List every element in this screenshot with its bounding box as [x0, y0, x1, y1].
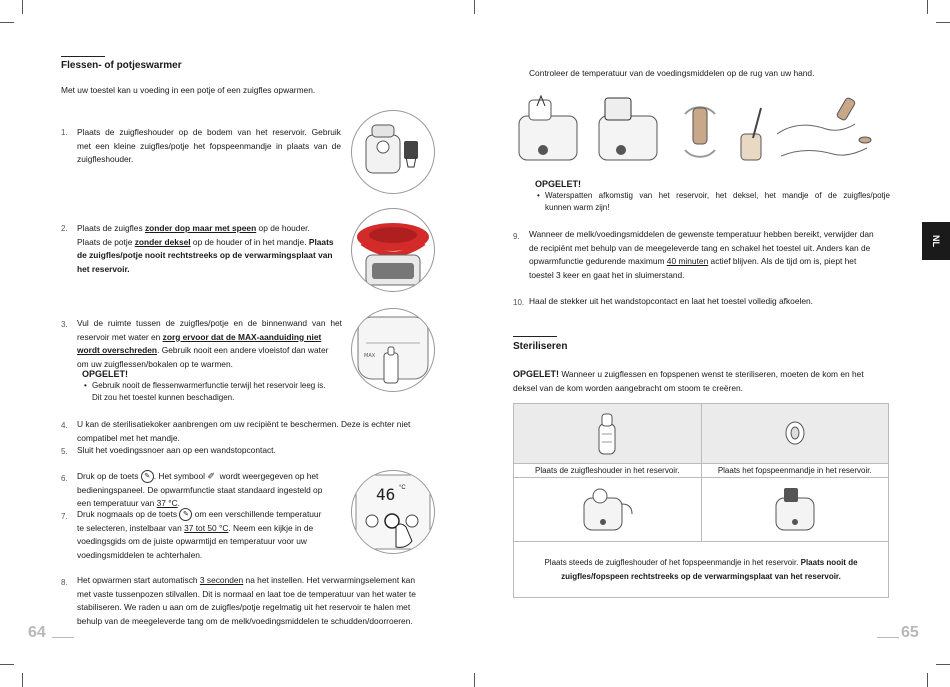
step-2-text [77, 222, 343, 276]
text-emphasis: Plaats [308, 236, 334, 247]
step-2-illustration [351, 208, 435, 292]
right-page [475, 0, 950, 687]
text-emphasis: Plaats nooit de [800, 558, 858, 567]
step-4-line: compatibel met het mandje. [77, 432, 180, 443]
text-emphasis: wordt overschreden [77, 345, 158, 356]
text: Plaats de potje [77, 236, 135, 247]
section-title: Steriliseren [513, 341, 568, 352]
step-number: 1. [61, 128, 68, 137]
warning-bullet: • [84, 381, 87, 390]
step-1-line: met een kleine zuigfles/potje het fopspeenmandje in plaats van de [77, 140, 341, 151]
step-1-illustration [351, 110, 435, 194]
warmer-key-icon: ✎ [141, 470, 154, 483]
step-3-line: Vul de ruimte tussen de zuigfles/potje en de binnenwand van het [77, 318, 342, 328]
text-emphasis: 3 seconden [199, 575, 244, 585]
text: Plaats steeds de zuigfleshouder of het fopspeenmandje in het reservoir. [544, 558, 801, 567]
step-10-text: Haal de stekker uit het wandstopcontact en laat het toestel volledig afkoelen. [529, 296, 813, 306]
step-8-line: met vaste tussenpozen stilvallen. Dit is normaal en laat toe de temperatuur van het water te [77, 588, 416, 599]
step-number: 3. [61, 320, 68, 329]
page-number-rule [877, 637, 899, 638]
warmer-illustration [599, 98, 657, 160]
step-9-text [529, 228, 889, 282]
section-rule [513, 336, 557, 337]
step-number: 4. [61, 421, 68, 430]
intro-text: Met uw toestel kan u voeding in een potje of een zuigfles opwarmen. [61, 85, 316, 95]
text: reservoir met water en [77, 331, 163, 342]
step-4-text [77, 418, 437, 445]
section-rule [61, 56, 105, 57]
step-2-line: het reservoir. [77, 263, 130, 274]
step-number: 5. [61, 447, 68, 456]
text: . Het symbool [153, 471, 205, 482]
text-emphasis: 37 °C [156, 498, 178, 509]
step-7-line: voedingsgids om de juiste opwarmtijd en temperatuur voor uw [77, 536, 307, 547]
warning-title: OPGELET! [535, 179, 582, 189]
basket-in-reservoir-illustration [766, 484, 824, 534]
warning-text [92, 380, 352, 404]
step-9-line: de recipiënt met behulp van de meegeleverde tang en schakel het toestel uit. Anders kan de [529, 242, 871, 253]
table-caption: Plaats de zuigfleshouder in het reservoir. [514, 464, 702, 478]
table-cell [514, 404, 702, 464]
step-5-text: Sluit het voedingssnoer aan op een wandstopcontact. [77, 445, 276, 455]
step-number: 7. [61, 512, 68, 521]
text: Plaats de zuigfles [77, 223, 145, 233]
text: actief blijven. Als de tijd om is, piept het [708, 256, 857, 267]
text-emphasis: OPGELET! [513, 369, 560, 379]
warning-line: Waterspatten afkomstig van het reservoir, het deksel, het mandje of de zuigfles/potje [545, 191, 890, 200]
table-cell [701, 478, 889, 542]
text-emphasis: zorg ervoor dat de MAX-aanduiding niet [162, 331, 322, 342]
text: opwarmfunctie gedurende maximum [529, 256, 667, 267]
page-number: 64 [28, 624, 46, 641]
steril-intro-line: deksel van de kom worden aangebracht om stoom te creëren. [513, 382, 743, 393]
warmer-illustration [519, 96, 577, 160]
step-number: 8. [61, 578, 68, 587]
step-number: 2. [61, 224, 68, 233]
step-3-line: om uw zuigflessen/bokalen op te warmen. [77, 358, 233, 369]
step-4-line: U kan de sterilisatiekoker aanbrengen om uw recipiënt te beschermen. Deze is echter niet [77, 419, 411, 429]
text-emphasis: zonder dop maar met speen [144, 223, 257, 233]
step-7-text [77, 508, 341, 562]
text: op de houder. [256, 223, 310, 233]
text: Druk op de toets [77, 471, 139, 482]
warning-text [545, 190, 890, 214]
holder-in-reservoir-illustration [578, 484, 636, 534]
table-cell [701, 404, 889, 464]
text: te selecteren, instelbaar van [77, 522, 185, 533]
step-number: 10. [513, 298, 525, 307]
steril-note-line: zuigfles/fopspeen rechtstreeks op de verwarmingsplaat van het reservoir. [561, 572, 841, 581]
text: Wanneer u zuigflessen en fopspenen wenst te steriliseren, moeten de kom en het [559, 369, 864, 379]
text: . [177, 498, 180, 509]
shake-bottle-illustration [685, 107, 715, 157]
step-number: 6. [61, 474, 68, 483]
bottle-icon [592, 408, 622, 458]
text: Het opwarmen start automatisch [77, 575, 200, 585]
text: . Gebruik nooit een andere vloeistof dan water [157, 345, 329, 356]
step-8-line: behulp van de meegeleverde tang om de melk/voedingsmiddelen te schudden/doorroeren. [77, 615, 413, 626]
text: . Neem een kijkje in de [228, 522, 314, 533]
check-text: Controleer de temperatuur van de voedingsmiddelen op de rug van uw hand. [529, 68, 815, 78]
step-8-text [77, 574, 437, 628]
page-number-rule [52, 637, 74, 638]
hand-test-illustration [777, 97, 871, 156]
pacifier-icon [780, 415, 810, 451]
svg-text:MAX: MAX [364, 353, 376, 359]
step-7-line: voedingsmiddelen te achterhalen. [77, 549, 203, 560]
control-panel-illustration [351, 470, 435, 554]
language-tab-label: NL [931, 235, 941, 247]
text-emphasis: 40 minuten [666, 256, 709, 267]
warning-line: Dit zou het toestel kunnen beschadigen. [92, 393, 235, 402]
step-9-line: toestel 3 keer en gaat het in sluimerstand. [529, 269, 685, 280]
text: om een verschillende temperatuur [194, 509, 322, 519]
text: Druk nogmaals op de toets [77, 509, 178, 519]
table-cell [514, 478, 702, 542]
jar-spoon-illustration [741, 108, 761, 160]
warning-line: Gebruik nooit de flessenwarmerfunctie terwijl het reservoir leeg is. [92, 381, 326, 390]
step-6-text [77, 470, 341, 511]
text: op de houder of in het mandje. [190, 236, 309, 247]
bottle-symbol-icon: ✐ [207, 471, 215, 481]
table-caption: Plaats het fopspeenmandje in het reservoir. [701, 464, 889, 478]
warning-line: kunnen warm zijn! [545, 203, 610, 212]
section-title: Flessen- of potjeswarmer [61, 60, 182, 71]
text-emphasis: zonder deksel [134, 236, 191, 247]
steril-note [513, 556, 889, 584]
step-3-text [77, 317, 342, 371]
page-number: 65 [901, 624, 919, 641]
text: wordt weergegeven op het [219, 471, 319, 482]
text: na het instellen. Het verwarmingselement kan [243, 575, 415, 585]
text: een temperatuur van [77, 498, 157, 509]
step-1-line: zuigfleshouder. [77, 154, 134, 165]
warning-title: OPGELET! [82, 369, 129, 379]
step-8-line: stabiliseren. We raden u aan om de zuigfles/potje regelmatig uit het reservoir te halen met [77, 602, 411, 613]
steril-intro [513, 368, 889, 395]
step-6-line: bedieningspaneel. De opwarmfunctie staat standaard ingesteld op [77, 484, 323, 495]
warning-bullet: • [537, 191, 540, 200]
language-tab [922, 222, 950, 260]
display-readout: 46 [376, 485, 396, 504]
step-9-line: Wanneer de melk/voedingsmiddelen de gewenste temperatuur hebben bereikt, verwijder dan [529, 229, 874, 239]
step-number: 9. [513, 232, 520, 241]
step-2-line: de zuigfles/potje nooit rechtstreeks op de verwarmingsplaat van [77, 250, 333, 261]
step-3-illustration [351, 308, 435, 392]
warmer-key-icon: ✎ [179, 508, 192, 521]
usage-illustration-strip [515, 94, 890, 170]
step-1-line: Plaats de zuigfleshouder op de bodem van het reservoir. Gebruik [77, 127, 341, 137]
step-1-text [77, 126, 341, 167]
display-unit: °C [399, 485, 406, 491]
text-emphasis: 37 tot 50 °C [184, 522, 229, 533]
